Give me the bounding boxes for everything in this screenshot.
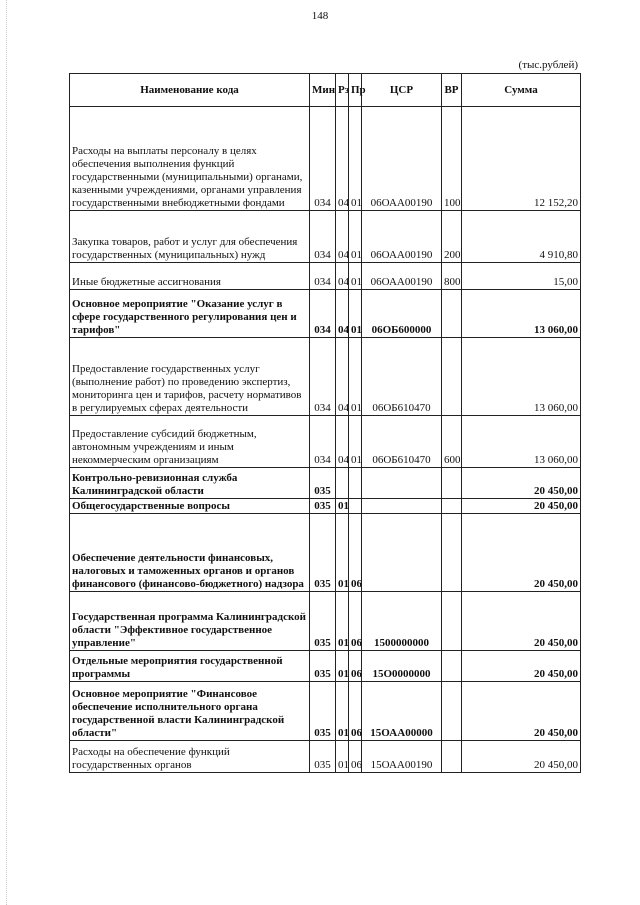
cell-name: Основное мероприятие "Оказание услуг в сфере государственного регулирования цен и тарифов" bbox=[70, 290, 310, 338]
cell-name: Расходы на обеспечение функций государственных органов bbox=[70, 741, 310, 773]
cell-min: 035 bbox=[310, 499, 336, 514]
cell-csr: 06ОАА00190 bbox=[362, 263, 442, 290]
cell-vr: 800 bbox=[442, 263, 462, 290]
table-row bbox=[70, 211, 581, 263]
table-row bbox=[70, 514, 581, 592]
header-min: Мин bbox=[310, 74, 336, 107]
cell-csr bbox=[362, 499, 442, 514]
page-number: 148 bbox=[311, 10, 329, 22]
cell-name: Основное мероприятие "Финансовое обеспечение исполнительного органа государственной власти Калининградской области" bbox=[70, 682, 310, 741]
cell-rz: 04 bbox=[336, 107, 349, 211]
cell-sum: 13 060,00 bbox=[462, 290, 581, 338]
cell-vr bbox=[442, 651, 462, 682]
cell-rz: 04 bbox=[336, 338, 349, 416]
cell-csr: 15ОАА00190 bbox=[362, 741, 442, 773]
cell-name: Предоставление субсидий бюджетным, автономным учреждениям и иным некоммерческим организациям bbox=[70, 416, 310, 468]
cell-rz: 01 bbox=[336, 651, 349, 682]
cell-min: 034 bbox=[310, 211, 336, 263]
cell-vr bbox=[442, 468, 462, 499]
cell-pr: 06 bbox=[349, 741, 362, 773]
cell-csr: 06ОБ600000 bbox=[362, 290, 442, 338]
cell-min: 035 bbox=[310, 741, 336, 773]
cell-pr: 01 bbox=[349, 107, 362, 211]
cell-rz: 01 bbox=[336, 592, 349, 651]
cell-csr: 06ОАА00190 bbox=[362, 211, 442, 263]
cell-vr bbox=[442, 290, 462, 338]
cell-vr: 200 bbox=[442, 211, 462, 263]
cell-min: 034 bbox=[310, 263, 336, 290]
cell-vr: 600 bbox=[442, 416, 462, 468]
table-row bbox=[70, 263, 581, 290]
cell-pr: 01 bbox=[349, 338, 362, 416]
units-label: (тыс.рублей) bbox=[518, 59, 578, 71]
cell-name: Общегосударственные вопросы bbox=[70, 499, 310, 514]
cell-name: Контрольно-ревизионная служба Калининградской области bbox=[70, 468, 310, 499]
cell-sum: 13 060,00 bbox=[462, 338, 581, 416]
cell-csr bbox=[362, 514, 442, 592]
table-row bbox=[70, 592, 581, 651]
scan-margin-line bbox=[6, 0, 8, 905]
cell-sum: 20 450,00 bbox=[462, 468, 581, 499]
cell-sum: 15,00 bbox=[462, 263, 581, 290]
cell-rz: 01 bbox=[336, 514, 349, 592]
header-name: Наименование кода bbox=[70, 74, 310, 107]
cell-pr: 01 bbox=[349, 416, 362, 468]
table-row bbox=[70, 290, 581, 338]
cell-pr: 06 bbox=[349, 592, 362, 651]
budget-table bbox=[69, 73, 581, 773]
cell-csr: 15О0000000 bbox=[362, 651, 442, 682]
cell-pr: 01 bbox=[349, 290, 362, 338]
cell-min: 035 bbox=[310, 651, 336, 682]
cell-rz: 04 bbox=[336, 263, 349, 290]
cell-rz: 04 bbox=[336, 290, 349, 338]
cell-min: 034 bbox=[310, 290, 336, 338]
table-body bbox=[70, 107, 581, 773]
table-row bbox=[70, 468, 581, 499]
cell-min: 035 bbox=[310, 682, 336, 741]
header-rz: Рз bbox=[336, 74, 349, 107]
cell-name: Отдельные мероприятия государственной программы bbox=[70, 651, 310, 682]
cell-pr: 06 bbox=[349, 651, 362, 682]
cell-min: 035 bbox=[310, 514, 336, 592]
table-row bbox=[70, 338, 581, 416]
cell-sum: 20 450,00 bbox=[462, 499, 581, 514]
cell-rz bbox=[336, 468, 349, 499]
cell-vr bbox=[442, 338, 462, 416]
cell-min: 034 bbox=[310, 416, 336, 468]
table-row bbox=[70, 416, 581, 468]
cell-csr: 15ОАА00000 bbox=[362, 682, 442, 741]
cell-name: Закупка товаров, работ и услуг для обеспечения государственных (муниципальных) нужд bbox=[70, 211, 310, 263]
cell-min: 034 bbox=[310, 338, 336, 416]
cell-name: Государственная программа Калининградской области "Эффективное государственное управление" bbox=[70, 592, 310, 651]
cell-pr: 01 bbox=[349, 211, 362, 263]
header-csr: ЦСР bbox=[362, 74, 442, 107]
cell-pr bbox=[349, 468, 362, 499]
cell-vr bbox=[442, 682, 462, 741]
cell-csr: 06ОАА00190 bbox=[362, 107, 442, 211]
cell-csr: 06ОБ610470 bbox=[362, 338, 442, 416]
header-vr: ВР bbox=[442, 74, 462, 107]
cell-rz: 01 bbox=[336, 741, 349, 773]
cell-name: Иные бюджетные ассигнования bbox=[70, 263, 310, 290]
cell-sum: 20 450,00 bbox=[462, 514, 581, 592]
cell-rz: 04 bbox=[336, 416, 349, 468]
table-row bbox=[70, 741, 581, 773]
table-row bbox=[70, 107, 581, 211]
cell-csr: 1500000000 bbox=[362, 592, 442, 651]
cell-sum: 12 152,20 bbox=[462, 107, 581, 211]
cell-pr: 01 bbox=[349, 263, 362, 290]
cell-vr: 100 bbox=[442, 107, 462, 211]
table-row bbox=[70, 651, 581, 682]
cell-min: 034 bbox=[310, 107, 336, 211]
cell-rz: 01 bbox=[336, 499, 349, 514]
cell-min: 035 bbox=[310, 468, 336, 499]
cell-sum: 20 450,00 bbox=[462, 592, 581, 651]
cell-pr: 06 bbox=[349, 514, 362, 592]
cell-sum: 20 450,00 bbox=[462, 741, 581, 773]
cell-name: Предоставление государственных услуг (выполнение работ) по проведению экспертиз, мониторинга цен и тарифов, расчету нормативов в регулируемых сферах деятельности bbox=[70, 338, 310, 416]
cell-min: 035 bbox=[310, 592, 336, 651]
header-pr: Пр bbox=[349, 74, 362, 107]
cell-vr bbox=[442, 741, 462, 773]
cell-vr bbox=[442, 514, 462, 592]
table-row bbox=[70, 682, 581, 741]
cell-rz: 04 bbox=[336, 211, 349, 263]
header-sum: Сумма bbox=[462, 74, 581, 107]
table-row bbox=[70, 499, 581, 514]
cell-pr bbox=[349, 499, 362, 514]
cell-sum: 20 450,00 bbox=[462, 682, 581, 741]
cell-sum: 20 450,00 bbox=[462, 651, 581, 682]
cell-sum: 13 060,00 bbox=[462, 416, 581, 468]
cell-csr bbox=[362, 468, 442, 499]
table-header-row bbox=[70, 74, 581, 107]
cell-csr: 06ОБ610470 bbox=[362, 416, 442, 468]
cell-rz: 01 bbox=[336, 682, 349, 741]
cell-pr: 06 bbox=[349, 682, 362, 741]
cell-sum: 4 910,80 bbox=[462, 211, 581, 263]
cell-vr bbox=[442, 592, 462, 651]
cell-vr bbox=[442, 499, 462, 514]
cell-name: Обеспечение деятельности финансовых, налоговых и таможенных органов и органов финансового (финансово-бюджетного) надзора bbox=[70, 514, 310, 592]
cell-name: Расходы на выплаты персоналу в целях обеспечения выполнения функций государственными (муниципальными) органами, казенными учреждениями, органами управления государственными внебюджетными фондами bbox=[70, 107, 310, 211]
